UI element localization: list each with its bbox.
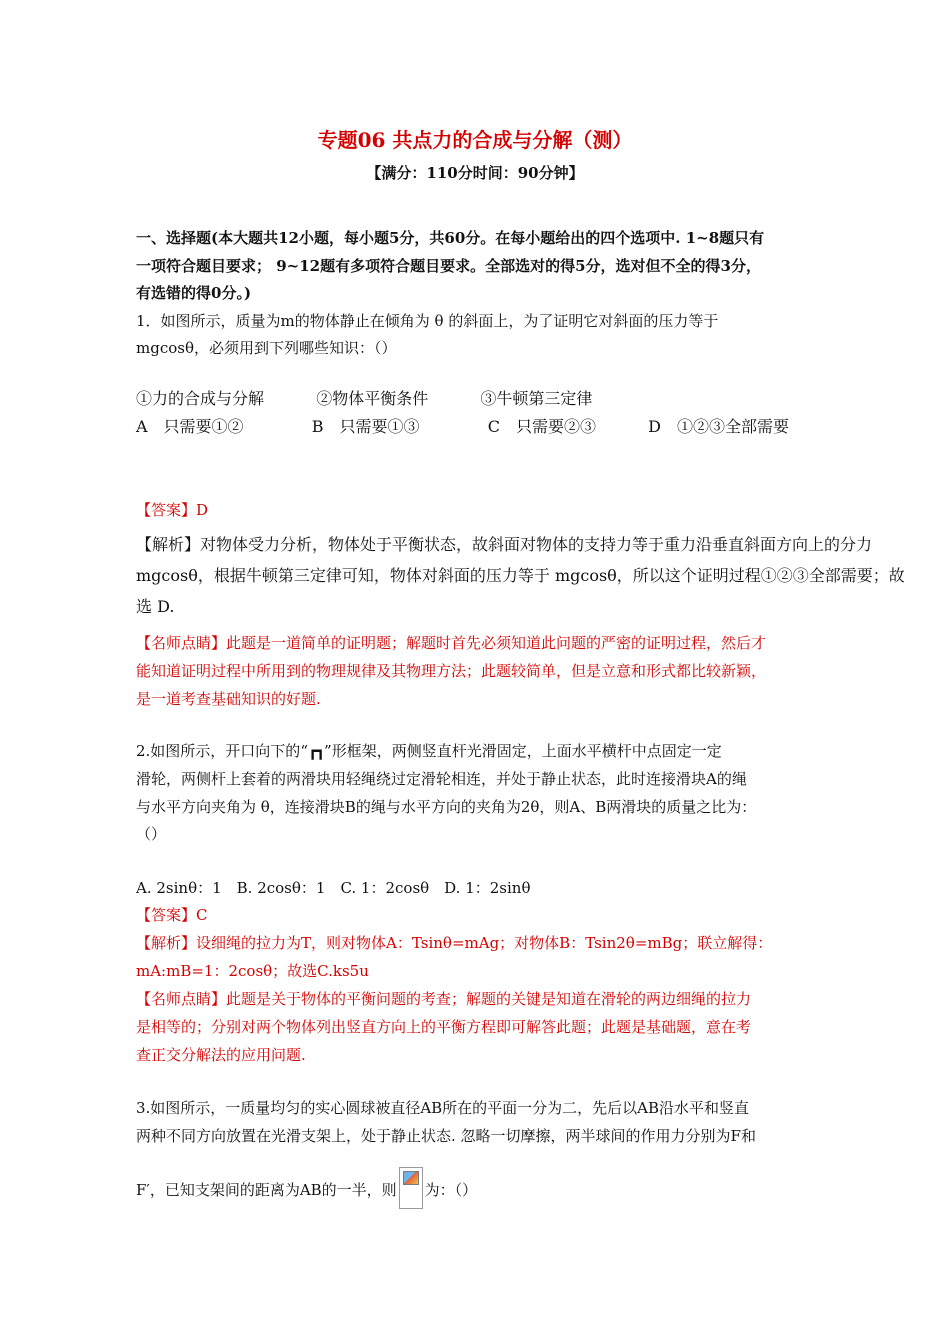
q3-stem-line-2: 两种不同方向放置在光滑支架上，处于静止状态. 忽略一切摩擦，两半球间的作用力分别为F和 [136,1127,756,1145]
q1-analysis-line-1: 【解析】对物体受力分析，物体处于平衡状态，故斜面对物体的支持力等于重力沿垂直斜面方向上的分力 [136,535,873,554]
q1-analysis-line-2: mgcosθ，根据牛顿第三定律可知，物体对斜面的压力等于 mgcosθ，所以这个证明过程①②③全部需要；故 [136,566,905,585]
q1-option-c: C 只需要②③ [487,417,596,436]
q3-stem-line-1: 3.如图所示，一质量均匀的实心圆球被直径AB所在的平面一分为二，先后以AB沿水平和竖直 [136,1099,750,1117]
q2-tip-line-3: 查正交分解法的应用问题. [136,1046,306,1064]
q1-stem-line-2: mgcosθ，必须用到下列哪些知识：（） [136,339,397,357]
q1-tip-line-2: 能知道证明过程中所用到的物理规律及其物理方法；此题较简单，但是立意和形式都比较新颖， [136,662,767,680]
section-instructions-line-3: 有选错的得0分。) [136,284,252,302]
q1-analysis-line-3: 选 D. [136,597,175,616]
q2-answer: 【答案】C [136,906,208,924]
q1-option-d: D ①②③全部需要 [648,417,789,436]
q1-knowledge-list [136,389,592,409]
q2-tip-line-1: 【名师点睛】此题是关于物体的平衡问题的考查；解题的关键是知道在滑轮的两边细绳的拉力 [136,990,752,1008]
q1-option-b: B 只需要①③ [311,417,420,436]
q2-stem-line-1 [136,741,722,761]
q2-stem-line-1a: 2.如图所示，开口向下的“ [136,742,308,760]
q1-tip-line-3: 是一道考查基础知识的好题. [136,690,321,708]
q2-tip-line-2: 是相等的；分别对两个物体列出竖直方向上的平衡方程即可解答此题；此题是基础题，意在考 [136,1018,752,1036]
q2-stem-line-2: 滑轮，两侧杆上套着的两滑块用轻绳绕过定滑轮相连，并处于静止状态，此时连接滑块A的绳 [136,770,747,788]
frame-shape-icon: ┏┓ [307,742,325,760]
q1-knowledge-1: ①力的合成与分解 [136,389,265,408]
section-instructions-line-2: 一项符合题目要求； 9~12题有多项符合题目要求。全部选对的得5分，选对但不全的得3分， [136,257,761,275]
q1-answer: 【答案】D [136,501,209,519]
q2-analysis-line-2: mA:mB=1：2cosθ；故选C.ks5u [136,962,369,980]
q3-stem-line-3b: 为：（） [424,1181,478,1199]
q2-stem-line-3: 与水平方向夹角为 θ，连接滑块B的绳与水平方向的夹角为2θ，则A、B两滑块的质量之比为： [136,798,757,816]
page-title: 专题06 共点力的合成与分解（测） [317,128,633,152]
broken-image-icon [399,1167,423,1209]
q1-stem-line-1: 1．如图所示，质量为m的物体静止在倾角为 θ 的斜面上，为了证明它对斜面的压力等于 [136,312,719,330]
q2-analysis-line-1: 【解析】设细绳的拉力为T，则对物体A：Tsinθ=mAg；对物体B：Tsin2θ=mBg；联立解得： [136,934,773,952]
q3-stem-line-3a: F′，已知支架间的距离为AB的一半，则 [136,1181,397,1199]
q1-knowledge-3: ③牛顿第三定律 [480,389,593,408]
q1-option-a: A 只需要①② [136,417,244,436]
q2-options: A. 2sinθ：1 B. 2cosθ：1 C. 1：2cosθ D. 1：2sinθ [136,879,531,897]
q3-stem-line-3 [136,1167,477,1209]
section-instructions-line-1: 一、选择题(本大题共12小题，每小题5分，共60分。在每小题给出的四个选项中. 1~8题只有 [136,229,765,247]
q2-stem-line-1b: ”形框架，两侧竖直杆光滑固定，上面水平横杆中点固定一定 [324,742,722,760]
q1-tip-line-1: 【名师点睛】此题是一道简单的证明题；解题时首先必须知道此问题的严密的证明过程，然后才 [136,634,767,652]
q1-knowledge-2: ②物体平衡条件 [316,389,429,408]
page-subtitle: 【满分：110分时间：90分钟】 [366,164,584,182]
q2-stem-line-4: （） [136,825,167,843]
q1-options [136,417,789,437]
